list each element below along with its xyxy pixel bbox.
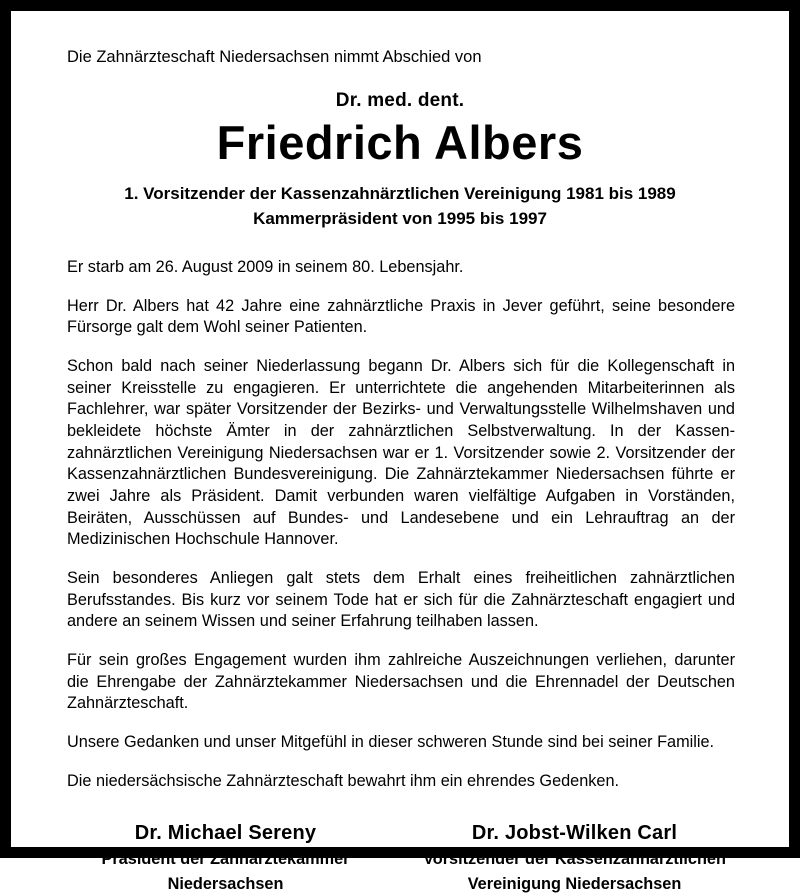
paragraph-career: Schon bald nach seiner Niederlassung begann Dr. Albers sich für die Kollegenschaft in seiner Kreisstelle zu engagieren. Er unterrichtete die angehenden Mitarbeiterinnen als Fachlehrer, war später Vorsitzender der Bezirks- und Verwaltungsstelle Wilhelmshaven und bekleidete höchste Ämter in der zahnärztlichen Selbstverwaltung. In der Kassen-zahnärztlichen Vereinigung Niedersachsen war er 1. Vorsitzender sowie 2. Vorsitzender der Kassenzahnärztlichen Bundesvereinigung. Die Zahnärztekammer Niedersachsen führte er zwei Jahre als Präsident. Damit verbunden waren vielfältige Aufgaben in Vorständen, Beiräten, Ausschüssen auf Bundes- und Landesebene und ein Lehrauftrag an der Medizinischen Hochschule Hannover. [67,356,735,549]
role-line-2: Kammerpräsident von 1995 bis 1997 [253,208,547,228]
intro-text: Die Zahnärzteschaft Niedersachsen nimmt Abschied von [67,48,482,66]
honorific-text: Dr. med. dent. [335,89,465,111]
paragraph-condolence: Unsere Gedanken und unser Mitgefühl in dieser schweren Stunde sind bei seiner Familie. [67,732,715,751]
body-text [55,257,745,792]
title-block [55,90,745,231]
paragraph-commitment: Sein besonderes Anliegen galt stets dem Erhalt eines freiheitlichen zahnärztlichen Berufsstandes. Bis kurz vor seinem Tode hat er sich für die Zahnärzteschaft engagiert und andere an seinem Wissen und seiner Erfahrung teilhaben lassen. [67,568,735,631]
deceased-name: Friedrich Albers [216,115,584,169]
paragraph-remembrance: Die niedersächsische Zahnärzteschaft bewahrt ihm ein ehrendes Gedenken. [67,771,620,790]
paragraph-death-date: Er starb am 26. August 2009 in seinem 80. Lebensjahr. [67,257,464,276]
signatory-role-line-1: Präsident der Zahnärztekammer [101,850,350,869]
signatory-sereny [55,822,404,895]
signatory-role-line-2: Vereinigung Niedersachsen [467,875,682,894]
signatory-name: Dr. Michael Sereny [134,822,317,845]
role-line-1: 1. Vorsitzender der Kassenzahnärztlichen Vereinigung 1981 bis 1989 [124,183,676,203]
paragraph-awards: Für sein großes Engagement wurden ihm zahlreiche Auszeichnungen verliehen, darunter die Ehrengabe der Zahnärztekammer Niedersachsen und die Ehrennadel der Deutschen Zahnärzteschaft. [67,650,735,713]
signatures [55,822,745,895]
signatory-role-line-1: Vorsitzender der Kassenzahnärztlichen [423,850,726,869]
paragraph-practice: Herr Dr. Albers hat 42 Jahre eine zahnärztliche Praxis in Jever geführt, seine besondere Fürsorge galt dem Wohl seiner Patienten. [67,296,735,337]
signatory-carl [404,822,745,895]
signatory-name: Dr. Jobst-Wilken Carl [471,822,678,845]
signatory-role-line-2: Niedersachsen [167,875,284,894]
